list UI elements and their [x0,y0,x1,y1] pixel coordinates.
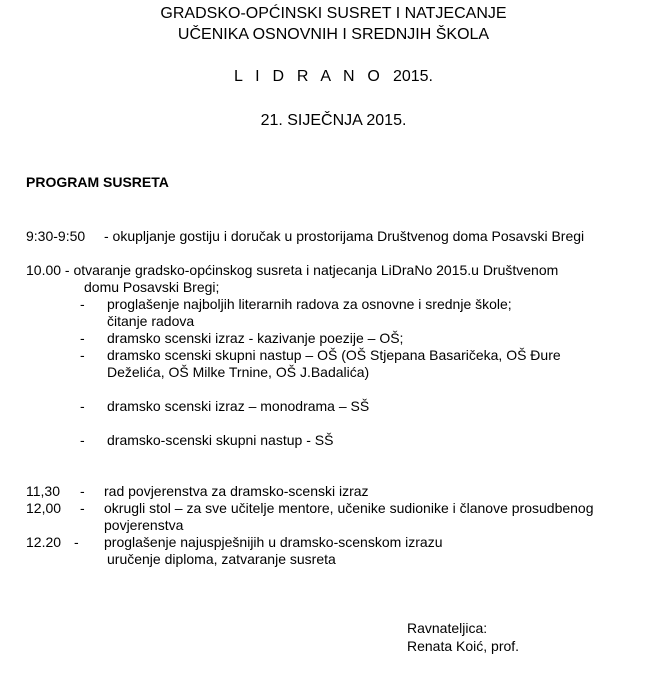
program-title: PROGRAM SUSRETA [26,174,169,190]
bullet-text: dramsko scenski izraz - kazivanje poezije – OŠ; [107,330,404,346]
bullet-text: dramsko scenski izraz – monodrama – SŠ [107,398,370,414]
schedule-dash: - [74,534,79,550]
bullet-dash: - [80,330,85,346]
schedule-dash: - [80,500,85,516]
schedule-dash: - [80,483,85,499]
signature-name: Renata Koić, prof. [407,638,520,654]
item2-line-2: domu Posavski Bregi; [84,279,220,295]
item1-time: 9:30-9:50 [26,228,86,244]
bullet-text: dramsko-scenski skupni nastup - SŠ [107,432,334,448]
event-year: 2015. [392,68,433,85]
schedule-text: proglašenje najuspješnijih u dramsko-scenskom izrazu [104,534,443,550]
bullet-text: dramsko scenski skupni nastup – OŠ (OŠ Stjepana Basaričeka, OŠ Đure [107,347,561,363]
bullet-dash: - [80,398,85,414]
bullet-dash: - [80,347,85,363]
bullet-text-cont: Deželića, OŠ Milke Trnine, OŠ J.Badalića) [107,364,370,380]
header-line-2: UČENIKA OSNOVNIH I SREDNJIH ŠKOLA [177,26,490,43]
bullet-text: proglašenje najboljih literarnih radova za osnovne i srednje škole; [107,296,512,312]
schedule-text-cont: uručenje diploma, zatvaranje susreta [107,551,336,567]
signature-role: Ravnateljica: [407,620,488,636]
event-title [0,68,667,86]
schedule-text-cont: povjerenstva [104,517,184,533]
schedule-text: okrugli stol – za sve učitelje mentore, učenike sudionike i članove prosudbenog [104,500,594,516]
event-date: 21. SIJEČNJA 2015. [260,112,407,129]
item2-line-1: 10.00 - otvaranje gradsko-općinskog susreta i natjecanja LiDraNo 2015.u Društvenom [26,262,559,278]
bullet-dash: - [80,296,85,312]
schedule-text: rad povjerenstva za dramsko-scenski izraz [104,483,369,499]
schedule-time: 11,30 [26,483,60,499]
schedule-time: 12,00 [26,500,62,516]
schedule-time: 12.20 [26,534,62,550]
header-line-1: GRADSKO-OPĆINSKI SUSRET I NATJECANJE [160,5,507,22]
bullet-dash: - [80,432,85,448]
item1-text: - okupljanje gostiju i doručak u prostorijama Društvenog doma Posavski Bregi [104,228,585,244]
event-letters: L I D R A N O [234,68,385,85]
bullet-text-cont: čitanje radova [107,313,195,329]
